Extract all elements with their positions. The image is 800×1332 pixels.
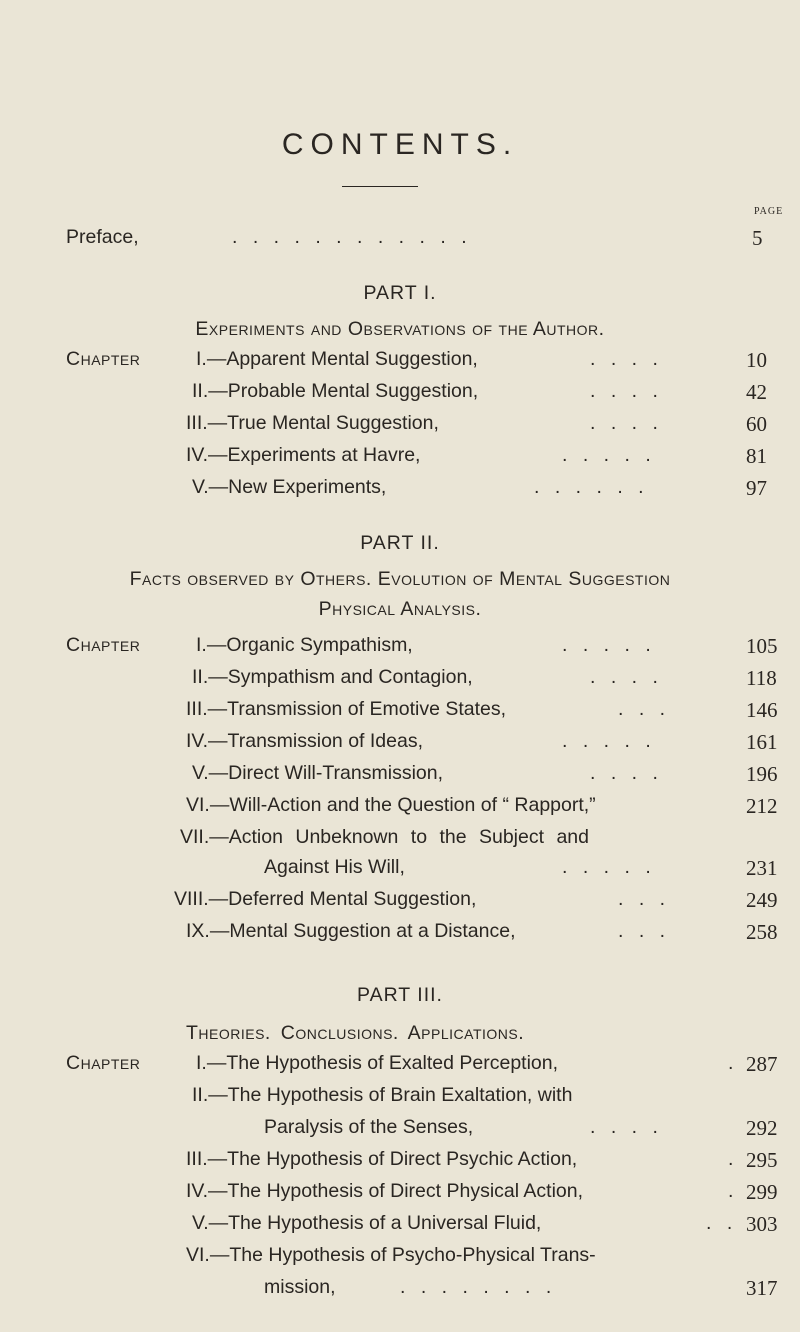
part-subheading: Physical Analysis. bbox=[318, 598, 482, 620]
page-number: 10 bbox=[746, 348, 767, 372]
page-number: 97 bbox=[746, 476, 767, 500]
page-number: 196 bbox=[746, 762, 778, 786]
leader-dots: . . . . . bbox=[562, 444, 651, 466]
entry-title: III.—Transmission of Emotive States, bbox=[186, 698, 507, 720]
part-title: PART I. bbox=[363, 282, 437, 304]
entry-title: VI.—The Hypothesis of Psycho-Physical Trans- bbox=[186, 1244, 596, 1266]
entry-title: IV.—Experiments at Havre, bbox=[186, 444, 421, 466]
entry-title: mission, bbox=[264, 1276, 336, 1298]
entry-title: V.—New Experiments, bbox=[192, 476, 387, 498]
entry-title: V.—Direct Will-Transmission, bbox=[192, 762, 444, 784]
leader-dots: . . . . bbox=[590, 666, 658, 688]
entry-title: IV.—The Hypothesis of Direct Physical Action, bbox=[186, 1180, 584, 1202]
leader-dots: . . . . . . . . bbox=[400, 1276, 552, 1298]
preface-label: Preface, bbox=[66, 226, 139, 248]
page-number: 258 bbox=[746, 920, 778, 944]
page-number: 249 bbox=[746, 888, 778, 912]
page-number: 287 bbox=[746, 1052, 778, 1076]
leader-dots: . . . . . . bbox=[534, 476, 644, 498]
leader-dots: . . . . . bbox=[562, 730, 651, 752]
leader-dots: . . . . bbox=[590, 412, 658, 434]
entry-title: I.—Apparent Mental Suggestion, bbox=[196, 348, 478, 370]
entry-title: Against His Will, bbox=[264, 856, 405, 878]
entry-title: IV.—Transmission of Ideas, bbox=[186, 730, 423, 752]
page-title: CONTENTS. bbox=[281, 128, 519, 161]
page-column-label: PAGE bbox=[754, 206, 784, 217]
page-number: 118 bbox=[746, 666, 777, 690]
leader-dots: . . . . . bbox=[562, 856, 651, 878]
entry-title: I.—The Hypothesis of Exalted Perception, bbox=[196, 1052, 559, 1074]
part-heading: Experiments and Observations of the Author. bbox=[195, 318, 605, 340]
entry-title: II.—Sympathism and Contagion, bbox=[192, 666, 473, 688]
page-number: 295 bbox=[746, 1148, 778, 1172]
leader-dots: . . . bbox=[618, 888, 666, 910]
leader-dots: . . . . bbox=[590, 762, 658, 784]
page-number: 105 bbox=[746, 634, 778, 658]
entry-title: VIII.—Deferred Mental Suggestion, bbox=[174, 888, 477, 910]
leader-dots: . bbox=[728, 1148, 734, 1170]
entry-title: Paralysis of the Senses, bbox=[264, 1116, 474, 1138]
part-heading: Facts observed by Others. Evolution of Mental Suggestion bbox=[129, 568, 671, 590]
title-rule bbox=[342, 186, 418, 187]
page-number: 292 bbox=[746, 1116, 778, 1140]
leader-dots: . . . . bbox=[590, 1116, 658, 1138]
entry-title: VII.—Action Unbeknown to the Subject and bbox=[180, 826, 589, 848]
page-number: 231 bbox=[746, 856, 778, 880]
entry-title: III.—The Hypothesis of Direct Psychic Action, bbox=[186, 1148, 578, 1170]
page-number: 212 bbox=[746, 794, 778, 818]
entry-title: II.—Probable Mental Suggestion, bbox=[192, 380, 479, 402]
entry-title: V.—The Hypothesis of a Universal Fluid, bbox=[192, 1212, 542, 1234]
chapter-label: Chapter bbox=[66, 348, 141, 370]
part-heading: Theories. Conclusions. Applications. bbox=[186, 1022, 525, 1044]
part-title: PART III. bbox=[357, 984, 443, 1006]
page-number: 299 bbox=[746, 1180, 778, 1204]
page-number: 317 bbox=[746, 1276, 778, 1300]
leader-dots: . . . . . . . . . . . . bbox=[232, 226, 467, 248]
leader-dots: . . . . . bbox=[562, 634, 651, 656]
leader-dots: . . . bbox=[618, 698, 666, 720]
entry-title: I.—Organic Sympathism, bbox=[196, 634, 413, 656]
leader-dots: . bbox=[728, 1180, 734, 1202]
leader-dots: . . bbox=[706, 1212, 733, 1234]
leader-dots: . bbox=[728, 1052, 734, 1074]
leader-dots: . . . bbox=[618, 920, 666, 942]
entry-title: VI.—Will-Action and the Question of “ Rapport,” bbox=[186, 794, 596, 816]
page-number: 5 bbox=[752, 226, 763, 250]
leader-dots: . . . . bbox=[590, 348, 658, 370]
page-number: 42 bbox=[746, 380, 767, 404]
entry-title: II.—The Hypothesis of Brain Exaltation, with bbox=[192, 1084, 573, 1106]
page-number: 60 bbox=[746, 412, 767, 436]
page-number: 81 bbox=[746, 444, 767, 468]
page-number: 161 bbox=[746, 730, 778, 754]
part-title: PART II. bbox=[360, 532, 440, 554]
entry-title: III.—True Mental Suggestion, bbox=[186, 412, 439, 434]
page-number: 303 bbox=[746, 1212, 778, 1236]
chapter-label: Chapter bbox=[66, 634, 141, 656]
page-number: 146 bbox=[746, 698, 778, 722]
leader-dots: . . . . bbox=[590, 380, 658, 402]
chapter-label: Chapter bbox=[66, 1052, 141, 1074]
entry-title: IX.—Mental Suggestion at a Distance, bbox=[186, 920, 516, 942]
